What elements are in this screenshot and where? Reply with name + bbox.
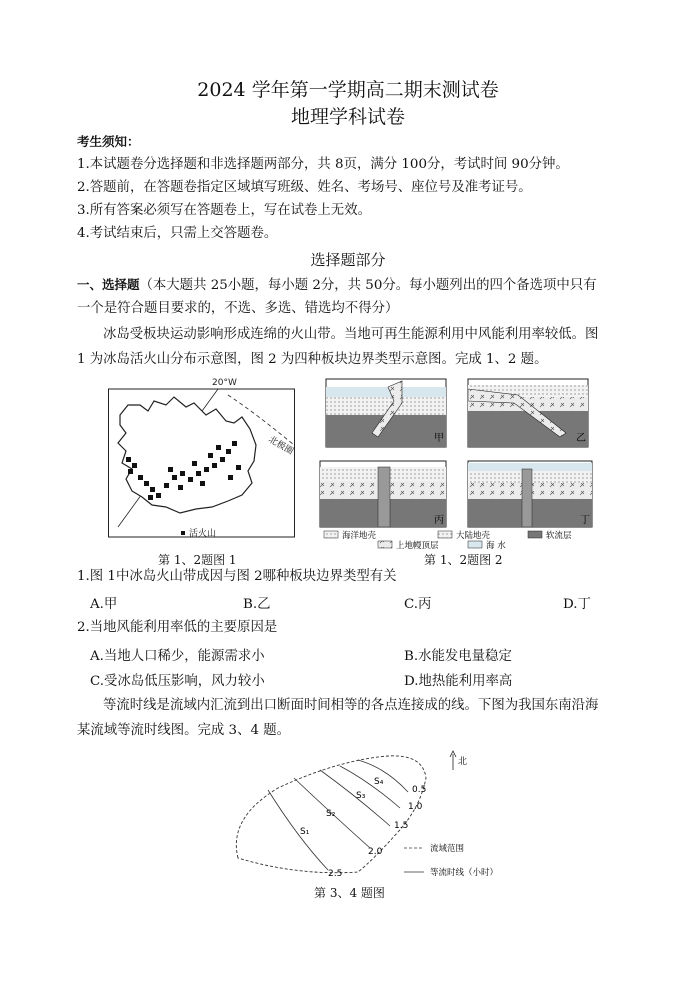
zone-label: S₄: [374, 777, 384, 787]
exam-title: 2024 学年第一学期高二期末测试卷: [197, 79, 499, 101]
question-1-option-a[interactable]: A.甲: [90, 597, 118, 612]
legend-swatch: [378, 541, 392, 548]
figure1-caption: 第 1、2题图 1: [158, 553, 237, 567]
legend-label: 软流层: [546, 531, 572, 541]
figure2-caption: 第 1、2题图 2: [424, 553, 503, 567]
figure1-iceland-map: [108, 375, 300, 545]
isochrone-value: 0.5: [412, 785, 427, 795]
notice-item: 1.本试题卷分选择题和非选择题两部分，共 8页，满分 100分，考试时间 90分钟。: [77, 157, 569, 172]
panel-label: 乙: [576, 433, 586, 444]
section-title: 选择题部分: [310, 251, 386, 269]
question-1-stem: 1.图 1中冰岛火山带成因与图 2哪种板块边界类型有关: [77, 569, 397, 584]
question-1-option-d[interactable]: D.丁: [563, 597, 591, 612]
panel-label: 丁: [580, 515, 590, 526]
legend-isochrone-label: 等流时线（小时）: [430, 868, 499, 878]
notice-heading: 考生须知：: [77, 134, 140, 149]
question-2-option-a[interactable]: A.当地人口稀少，能源需求小: [90, 649, 265, 664]
passage2-line1: 等流时线是流域内汇流到出口断面时间相等的各点连接成的线。下图为我国东南沿海: [103, 698, 599, 713]
isochrone-value: 2.0: [368, 847, 383, 857]
isochrone-line: [340, 766, 400, 808]
legend-label: 海 水: [486, 541, 506, 549]
legend-swatch: [324, 531, 338, 538]
figure3-isochrone-map: [228, 748, 518, 884]
notice-item: 3.所有答案必须写在答题卷上，写在试卷上无效。: [77, 203, 371, 218]
question-1-option-c[interactable]: C.丙: [404, 597, 432, 612]
legend-label: 上地幔顶层: [396, 541, 439, 549]
legend-volcano-label: 活火山: [189, 529, 217, 539]
part-label: 一、选择题: [77, 277, 140, 292]
figure3-caption: 第 3、4 题图: [314, 886, 385, 900]
legend-swatch: [468, 541, 482, 548]
question-2-option-c[interactable]: C.受冰岛低压影响，风力较小: [90, 674, 265, 689]
legend-label: 大陆地壳: [456, 531, 491, 541]
legend-swatch: [528, 531, 542, 538]
north-label: 北: [458, 757, 468, 767]
panel-yi: [468, 379, 588, 447]
part-intro-line1: [77, 276, 597, 295]
passage2-line2: 某流域等流时线图。完成 3、4 题。: [77, 723, 291, 738]
exam-subtitle: 地理学科试卷: [290, 106, 405, 128]
panel-jia: [326, 379, 446, 447]
panel-bing: [320, 461, 446, 527]
legend-label: 海洋地壳: [342, 531, 377, 541]
part-desc: （本大题共 25小题，每小题 2分，共 50分。每小题列出的四个备选项中只有: [139, 278, 597, 293]
panel-ding: [468, 461, 592, 527]
question-2-option-d[interactable]: D.地热能利用率高: [404, 674, 513, 689]
zone-label: S₁: [300, 827, 310, 837]
zone-label: S₃: [356, 791, 366, 801]
passage1-line2: 1 为冰岛活火山分布示意图，图 2 为四种板块边界类型示意图。完成 1、2 题。: [77, 352, 548, 367]
notice-item: 4.考试结束后，只需上交答题卷。: [77, 226, 278, 241]
legend-boundary-label: 流域范围: [430, 844, 465, 854]
isochrone-value: 2.5: [328, 869, 343, 879]
panel-label: 甲: [434, 433, 444, 444]
part-desc-line2: 一个是符合题目要求的，不选、多选、错选均不得分）: [77, 301, 399, 316]
legend-volcano-marker: [181, 531, 185, 535]
passage1-line1: 冰岛受板块运动影响形成连绵的火山带。当地可再生能源利用中风能利用率较低。图: [103, 327, 599, 342]
legend-swatch: [438, 531, 452, 538]
longitude-label: 20°W: [212, 378, 237, 388]
isochrone-value: 1.5: [394, 821, 409, 831]
figure2-plate-boundaries: [318, 377, 598, 549]
zone-label: S₂: [326, 809, 336, 819]
panel-label: 丙: [434, 515, 444, 526]
notice-item: 2.答题前，在答题卷指定区域填写班级、姓名、考场号、座位号及准考证号。: [77, 180, 532, 195]
question-1-option-b[interactable]: B.乙: [243, 597, 271, 612]
arctic-circle-label: 北极圈: [266, 434, 295, 458]
question-2-option-b[interactable]: B.水能发电量稳定: [404, 649, 512, 664]
isochrone-value: 1.0: [408, 802, 423, 812]
question-2-stem: 2.当地风能利用率低的主要原因是: [77, 620, 278, 635]
isochrone-line: [358, 760, 408, 792]
